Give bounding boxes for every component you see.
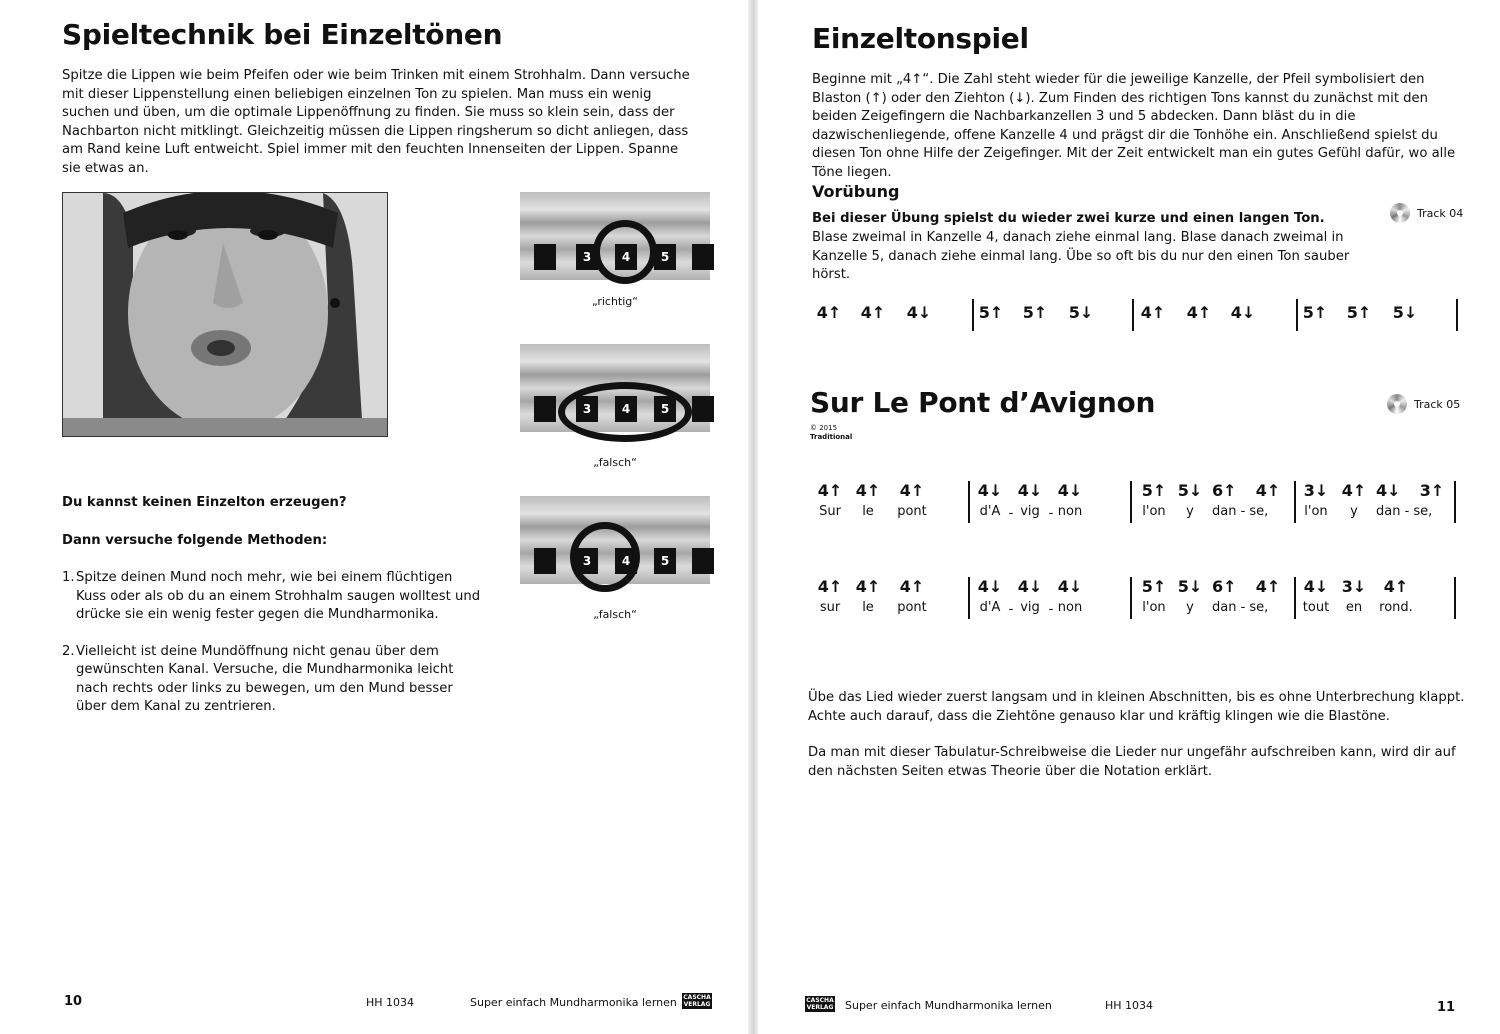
track-label: Track 05 (1414, 398, 1461, 411)
tab-note: 4↓ (1230, 303, 1256, 322)
lyric: non (1057, 504, 1083, 519)
tab-note: 4↓ (977, 577, 1003, 596)
song-tab-row-1 (816, 481, 1476, 531)
tab-note: 5↓ (1392, 303, 1418, 322)
lyric: tout (1302, 600, 1330, 615)
lyric: - (1008, 506, 1014, 521)
hole-5: 5 (654, 396, 676, 422)
lyric: d'A (979, 600, 1001, 615)
selection-ring (558, 382, 692, 442)
diagram-caption: „richtig“ (592, 295, 638, 308)
lyric: d'A (979, 504, 1001, 519)
hole-block (534, 244, 556, 270)
lyric: y (1186, 504, 1194, 519)
bar-line (972, 299, 974, 331)
tab-note: 4↑ (1255, 481, 1281, 500)
lyric: Sur (819, 504, 841, 519)
bar-line (1132, 299, 1134, 331)
tab-note: 5↓ (1068, 303, 1094, 322)
lyric: l'on (1304, 504, 1328, 519)
tab-note: 5↑ (1302, 303, 1328, 322)
tab-note: 4↓ (1017, 577, 1043, 596)
hole-block (534, 396, 556, 422)
hole-4: 4 (615, 548, 637, 574)
tab-note: 5↓ (1177, 577, 1203, 596)
bar-line (1130, 577, 1132, 619)
lyric: le (862, 600, 874, 615)
tab-note: 4↑ (816, 303, 842, 322)
tab-note: 4↓ (1376, 481, 1401, 500)
hole-block (692, 548, 714, 574)
lyric: - (1048, 506, 1054, 521)
methods-heading: Dann versuche folgende Methoden: (62, 533, 328, 548)
hole-block (534, 548, 556, 574)
bar-line (1130, 481, 1132, 523)
tab-note: 4↑ (817, 481, 843, 500)
tab-note: 4↑ (899, 577, 925, 596)
bar-line (1296, 299, 1298, 331)
tab-note: 5↑ (1346, 303, 1372, 322)
bar-line (1454, 577, 1456, 619)
lyric: dan - se, (1212, 504, 1269, 519)
bar-line (1454, 481, 1456, 523)
lyric: pont (897, 504, 927, 519)
logo-line: CASCHA (806, 997, 834, 1004)
cd-icon (1387, 394, 1407, 414)
publisher-logo (805, 996, 835, 1012)
tab-note: 5↑ (1141, 481, 1167, 500)
harmonica-diagram-correct (520, 192, 710, 280)
hole-4: 4 (615, 244, 637, 270)
lyric: en (1345, 600, 1363, 615)
bar-line (1294, 481, 1296, 523)
tab-note: 4↓ (1017, 481, 1043, 500)
hole-3: 3 (576, 244, 598, 270)
tab-note: 4↓ (1057, 481, 1083, 500)
page-number: 10 (64, 994, 83, 1009)
track-label: Track 04 (1417, 207, 1464, 220)
hole-5: 5 (654, 244, 676, 270)
tab-note: 4↑ (1383, 577, 1409, 596)
list-number: 2. (62, 643, 75, 659)
outro-paragraph-2: Da man mit dieser Tabulatur-Schreibweise die Lieder nur ungefähr aufschreiben kann, wird dir auf den nächsten Seiten etwas Theorie über die Notation erklärt. (808, 745, 1456, 779)
tab-note: 4↓ (977, 481, 1003, 500)
bar-line (1456, 299, 1458, 331)
logo-line: CASCHA (683, 994, 711, 1001)
exercise-heading: Vorübung (812, 182, 900, 201)
hole-block (692, 396, 714, 422)
hole-block (692, 244, 714, 270)
lyric: l'on (1142, 504, 1166, 519)
outro-paragraph-1: Übe das Lied wieder zuerst langsam und in kleinen Abschnitten, bis es ohne Unterbrechung klappt. Achte auch darauf, dass die Ziehtöne genauso klar und kräftig klingen wie die Blastöne. (808, 690, 1465, 724)
list-item (62, 643, 482, 717)
lyric: le (862, 504, 874, 519)
footer-book-title: Super einfach Mundharmonika lernen (470, 996, 677, 1009)
tab-note: 4↑ (817, 577, 843, 596)
lyric: rond. (1379, 600, 1413, 615)
tab-note: 3↓ (1303, 481, 1329, 500)
song-copyright: © 2015 (810, 424, 838, 432)
hole-5: 5 (654, 548, 676, 574)
tab-note: 6↑ (1212, 481, 1237, 500)
list-text: Vielleicht ist deine Mundöffnung nicht genau über dem gewünschten Kanal. Versuche, die Mundharmonika leicht nach rechts oder links zu bewegen, um den Mund besser über dem Kanal zu zentrieren. (76, 643, 454, 714)
harmonica-diagram-wrong-wide (520, 344, 710, 432)
list-text: Spitze deinen Mund noch mehr, wie bei einem flüchtigen Kuss oder als ob du an einem Strohhalm saugen wolltest und drücke sie ein wenig fester gegen die Mundharmonika. (76, 570, 481, 622)
tab-note: 4↑ (1140, 303, 1166, 322)
lyric: non (1057, 600, 1083, 615)
logo-line: VERLAG (683, 1001, 711, 1008)
selection-ring (593, 220, 657, 284)
selection-ring (570, 522, 640, 592)
footer-code: HH 1034 (1105, 999, 1154, 1012)
tab-note: 4↑ (899, 481, 925, 500)
lyric: dan - se, (1212, 600, 1269, 615)
methods-list (62, 569, 482, 735)
right-intro-paragraph: Beginne mit „4↑“. Die Zahl steht wieder für die jeweilige Kanzelle, der Pfeil symbolisiert den Blaston (↑) oder den Ziehton (↓). Zum Finden des richtigen Tons kannst du zunächst mit den beiden Zeigefingern die Nachbarkanzellen 3 und 5 abdecken. Dann bläst du in die dazwischenliegende, offene Kanzelle 4 und prägst dir die Tonhöhe ein. Anschließend spielst du diesen Ton ohne Hilfe der Zeigefinger. Mit der Zeit entwickelt man ein gutes Gefühl dafür, wo alle Töne liegen. (812, 72, 1456, 180)
tab-note: 4↓ (1057, 577, 1083, 596)
tab-note: 3↑ (1419, 481, 1445, 500)
exercise-bold-line: Bei dieser Übung spielst du wieder zwei kurze und einen langen Ton. (812, 211, 1325, 226)
song-credit: Traditional (810, 433, 853, 441)
bar-line (968, 577, 970, 619)
tab-note: 4↑ (1186, 303, 1212, 322)
page-number: 11 (1437, 1000, 1456, 1015)
tab-note: 4↓ (1303, 577, 1329, 596)
lyric: - (1008, 602, 1014, 617)
bar-line (968, 481, 970, 523)
cd-icon (1390, 203, 1410, 223)
tab-note: 5↓ (1177, 481, 1203, 500)
face-illustration (63, 193, 387, 436)
tab-note: 5↑ (1022, 303, 1048, 322)
tab-note: 4↑ (855, 481, 881, 500)
tab-note: 6↑ (1212, 577, 1237, 596)
lyric: y (1186, 600, 1194, 615)
tab-note: 4↑ (1341, 481, 1367, 500)
tab-note: 4↑ (860, 303, 886, 322)
question-heading: Du kannst keinen Einzelton erzeugen? (62, 495, 347, 510)
list-number: 1. (62, 570, 75, 585)
right-page-title: Einzeltonspiel (812, 22, 1029, 55)
tab-note: 5↑ (1141, 577, 1167, 596)
tab-note: 3↓ (1341, 577, 1367, 596)
bar-line (1294, 577, 1296, 619)
logo-line: VERLAG (806, 1004, 834, 1011)
publisher-logo (682, 993, 712, 1009)
lyric: dan - se, (1376, 504, 1433, 519)
list-item (62, 569, 482, 625)
face-photo (62, 192, 388, 437)
tab-note: 5↑ (978, 303, 1004, 322)
tab-note: 4↓ (906, 303, 932, 322)
lyric: vig (1020, 600, 1040, 615)
lyric: pont (897, 600, 927, 615)
footer-code: HH 1034 (366, 996, 415, 1009)
lyric: y (1350, 504, 1358, 519)
lyric: - (1048, 602, 1054, 617)
lyric: vig (1020, 504, 1040, 519)
left-page-title: Spieltechnik bei Einzeltönen (62, 18, 503, 51)
diagram-caption: „falsch“ (593, 456, 637, 469)
tab-note: 4↑ (855, 577, 881, 596)
lyric: l'on (1142, 600, 1166, 615)
tab-note: 4↑ (1255, 577, 1281, 596)
hole-3: 3 (576, 396, 598, 422)
song-tab-row-2 (816, 577, 1476, 627)
diagram-caption: „falsch“ (593, 608, 637, 621)
lyric: sur (819, 600, 841, 615)
exercise-tab-row (816, 303, 1476, 353)
exercise-text: Blase zweimal in Kanzelle 4, danach ziehe einmal lang. Blase danach zweimal in Kanzelle 5, danach ziehe einmal lang. Übe so oft bis du nur den einen Ton sauber hörst. (812, 230, 1350, 282)
harmonica-diagram-wrong-offset (520, 496, 710, 584)
hole-3: 3 (576, 548, 598, 574)
left-intro-paragraph: Spitze die Lippen wie beim Pfeifen oder wie beim Trinken mit einem Strohhalm. Dann versuche mit dieser Lippenstellung einen beliebigen einzelnen Ton zu spielen. Man muss ein wenig suchen und üben, um die optimale Lippenöffnung zu finden. Sie muss so klein sein, dass der Nachbarton nicht mitklingt. Gleichzeitig müssen die Lippen ringsherum so dicht anliegen, dass am Rand keine Luft entweicht. Spiel immer mit den feuchten Innenseiten der Lippen. Spanne sie etwas an. (62, 68, 690, 176)
song-title: Sur Le Pont d’Avignon (810, 386, 1156, 419)
hole-4: 4 (615, 396, 637, 422)
footer-book-title: Super einfach Mundharmonika lernen (845, 999, 1052, 1012)
